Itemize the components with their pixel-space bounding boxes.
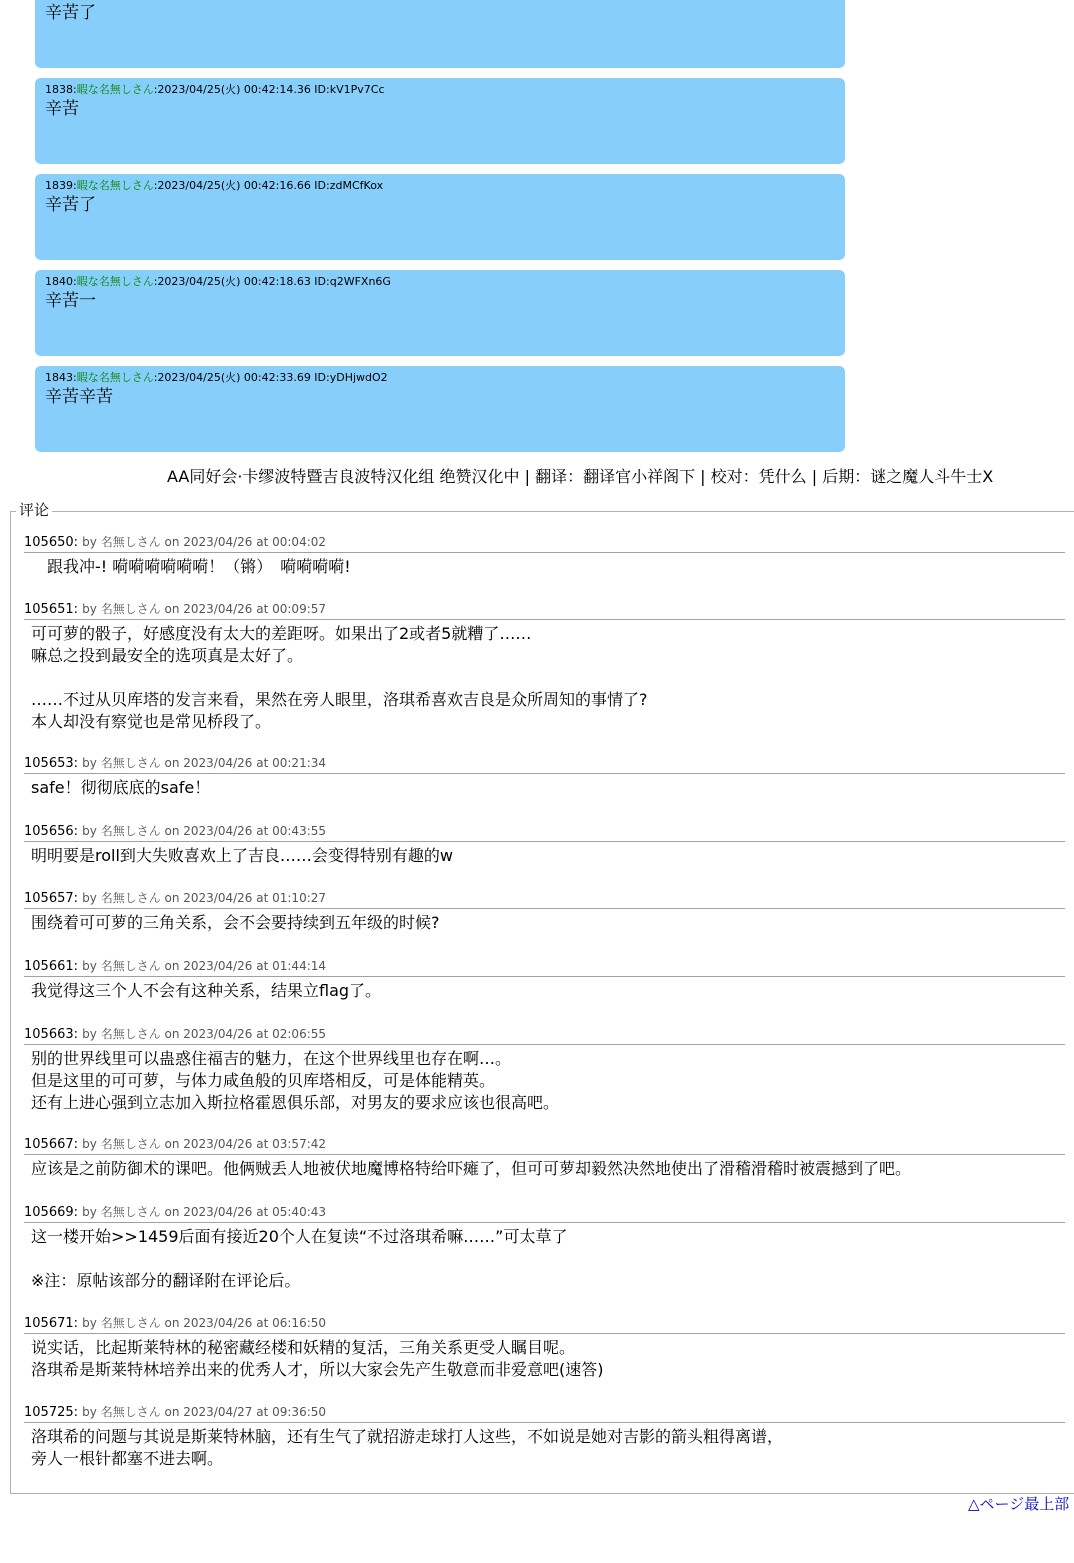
comment-id: 105663 <box>24 1027 74 1042</box>
comment-line: ……不过从贝库塔的发言来看，果然在旁人眼里，洛琪希喜欢吉良是众所周知的事情了? <box>31 690 648 709</box>
comment-item <box>24 823 1065 867</box>
comment-item <box>24 601 1065 733</box>
comment-text <box>24 774 1065 799</box>
comment-line: 应该是之前防御术的课吧。他俩贼丢人地被伏地魔博格特给吓瘫了，但可可萝却毅然决然地使出了滑稽滑稽时被震撼到了吧。 <box>31 1159 912 1178</box>
comment-header: 105725: by 名無しさん on 2023/04/27 at 09:36:50 <box>24 1404 1065 1423</box>
comment-text <box>24 1223 1065 1292</box>
comment-meta: by 名無しさん on 2023/04/26 at 03:57:42 <box>82 1137 327 1151</box>
poster-name: 暇な名無しさん <box>76 371 154 384</box>
post-number: 1839 <box>45 179 73 192</box>
comment-item <box>24 958 1065 1002</box>
comment-line: 围绕着可可萝的三角关系，会不会要持续到五年级的时候? <box>31 913 440 932</box>
comment-text <box>24 1423 1065 1470</box>
comment-id: 105667 <box>24 1137 74 1152</box>
comment-line: 明明要是roll到大失败喜欢上了吉良……会变得特别有趣的w <box>31 846 453 865</box>
comment-item <box>24 1404 1065 1470</box>
comment-header: 105650: by 名無しさん on 2023/04/26 at 00:04:02 <box>24 534 1065 553</box>
comment-header: 105671: by 名無しさん on 2023/04/26 at 06:16:50 <box>24 1315 1065 1334</box>
comment-meta: by 名無しさん on 2023/04/26 at 06:16:50 <box>82 1316 327 1330</box>
post-body: 辛苦一 <box>45 291 96 311</box>
comment-id: 105671 <box>24 1316 74 1331</box>
comment-id: 105657 <box>24 891 74 906</box>
post-number: 1840 <box>45 275 73 288</box>
post-body: 辛苦辛苦 <box>45 387 113 407</box>
comment-line: 洛琪希是斯莱特林培养出来的优秀人才，所以大家会先产生敬意而非爱意吧(速答) <box>31 1360 604 1379</box>
comment-item <box>24 1315 1065 1381</box>
post-item <box>35 366 845 452</box>
comment-meta: by 名無しさん on 2023/04/26 at 01:44:14 <box>82 959 327 973</box>
post-header <box>45 0 835 1</box>
post-item <box>35 174 845 260</box>
comment-line: ※注：原帖该部分的翻译附在评论后。 <box>31 1271 301 1290</box>
post-item <box>35 0 845 68</box>
post-item <box>35 78 845 164</box>
comment-line: 这一楼开始>>1459后面有接近20个人在复读“不过洛琪希嘛……”可太草了 <box>31 1227 568 1246</box>
comment-text <box>24 909 1065 934</box>
comment-line: 洛琪希的问题与其说是斯莱特林脑，还有生气了就招游走球打人这些，不如说是她对吉影的箭头粗得离谱， <box>31 1427 784 1446</box>
comment-header: 105657: by 名無しさん on 2023/04/26 at 01:10:27 <box>24 890 1065 909</box>
comment-meta: by 名無しさん on 2023/04/26 at 00:04:02 <box>82 535 327 549</box>
post-date-id: 2023/04/25(火) 00:42:18.63 ID:q2WFXn6G <box>157 275 391 288</box>
post-header: 1838:暇な名無しさん:2023/04/25(火) 00:42:14.36 ID:kV1Pv7Cc <box>45 83 385 96</box>
comment-text <box>24 553 1065 578</box>
comment-header: 105663: by 名無しさん on 2023/04/26 at 02:06:55 <box>24 1026 1065 1045</box>
comment-id: 105725 <box>24 1405 74 1420</box>
comment-item <box>24 534 1065 578</box>
comment-line: 别的世界线里可以蛊惑住福吉的魅力，在这个世界线里也存在啊…。 <box>31 1049 512 1068</box>
back-to-top-link[interactable]: △ページ最上部 <box>968 1495 1070 1513</box>
post-date-id: 2023/04/25(火) 00:42:33.69 ID:yDHjwdO2 <box>157 371 388 384</box>
comment-item <box>24 1026 1065 1114</box>
comment-text <box>24 1045 1065 1114</box>
comment-id: 105656 <box>24 824 74 839</box>
comment-line: 还有上进心强到立志加入斯拉格霍恩俱乐部，对男友的要求应该也很高吧。 <box>31 1093 560 1112</box>
comment-item <box>24 1136 1065 1180</box>
comment-line <box>31 667 1065 689</box>
poster-name: 暇な名無しさん <box>76 83 154 96</box>
comment-text <box>24 1334 1065 1381</box>
comment-line: 可可萝的骰子，好感度没有太大的差距呀。如果出了2或者5就糟了…… <box>31 624 532 643</box>
comment-header: 105656: by 名無しさん on 2023/04/26 at 00:43:55 <box>24 823 1065 842</box>
comment-meta: by 名無しさん on 2023/04/26 at 00:21:34 <box>82 756 327 770</box>
comment-meta: by 名無しさん on 2023/04/26 at 02:06:55 <box>82 1027 327 1041</box>
comment-text <box>24 620 1065 733</box>
comment-line: 本人却没有察觉也是常见桥段了。 <box>31 712 272 731</box>
comment-meta: by 名無しさん on 2023/04/26 at 00:09:57 <box>82 602 327 616</box>
comment-line: 旁人一根针都塞不进去啊。 <box>31 1449 224 1468</box>
comment-line: 嘛总之投到最安全的选项真是太好了。 <box>31 646 304 665</box>
comment-line: safe！彻彻底底的safe！ <box>31 778 211 797</box>
comment-item <box>24 890 1065 934</box>
post-header: 1843:暇な名無しさん:2023/04/25(火) 00:42:33.69 ID:yDHjwdO2 <box>45 371 388 384</box>
post-item <box>35 270 845 356</box>
comment-id: 105661 <box>24 959 74 974</box>
comment-line: 但是这里的可可萝，与体力咸鱼般的贝库塔相反，可是体能精英。 <box>31 1071 496 1090</box>
post-body: 辛苦了 <box>45 3 96 23</box>
comment-id: 105669 <box>24 1205 74 1220</box>
comment-id: 105653 <box>24 756 74 771</box>
comment-meta: by 名無しさん on 2023/04/26 at 01:10:27 <box>82 891 327 905</box>
comment-header: 105669: by 名無しさん on 2023/04/26 at 05:40:43 <box>24 1204 1065 1223</box>
post-header: 1840:暇な名無しさん:2023/04/25(火) 00:42:18.63 ID:q2WFXn6G <box>45 275 391 288</box>
comment-text <box>24 977 1065 1002</box>
comment-header: 105661: by 名無しさん on 2023/04/26 at 01:44:14 <box>24 958 1065 977</box>
comment-header: 105653: by 名無しさん on 2023/04/26 at 00:21:34 <box>24 755 1065 774</box>
comment-line: 说实话，比起斯莱特林的秘密藏经楼和妖精的复活，三角关系更受人瞩目呢。 <box>31 1338 576 1357</box>
comment-line <box>31 1248 1065 1270</box>
comment-meta: by 名無しさん on 2023/04/26 at 05:40:43 <box>82 1205 327 1219</box>
post-number: 1843 <box>45 371 73 384</box>
comment-id: 105650 <box>24 535 74 550</box>
comment-meta: by 名無しさん on 2023/04/27 at 09:36:50 <box>82 1405 327 1419</box>
comment-line: 跟我冲-! 嗬嗬嗬嗬嗬嗬！（锵） 嗬嗬嗬嗬! <box>31 557 351 576</box>
post-body: 辛苦了 <box>45 195 96 215</box>
poster-name: 暇な名無しさん <box>76 275 154 288</box>
post-date-id: 2023/04/25(火) 00:42:14.36 ID:kV1Pv7Cc <box>157 83 385 96</box>
comments-legend: 评论 <box>16 500 52 520</box>
comment-header: 105667: by 名無しさん on 2023/04/26 at 03:57:42 <box>24 1136 1065 1155</box>
post-number: 1838 <box>45 83 73 96</box>
comment-line: 我觉得这三个人不会有这种关系，结果立flag了。 <box>31 981 382 1000</box>
comment-text <box>24 1155 1065 1180</box>
post-body: 辛苦 <box>45 99 79 119</box>
post-header: 1839:暇な名無しさん:2023/04/25(火) 00:42:16.66 ID:zdMCfKox <box>45 179 384 192</box>
comment-meta: by 名無しさん on 2023/04/26 at 00:43:55 <box>82 824 327 838</box>
comment-header: 105651: by 名無しさん on 2023/04/26 at 00:09:57 <box>24 601 1065 620</box>
comment-item <box>24 755 1065 799</box>
comment-text <box>24 842 1065 867</box>
comment-id: 105651 <box>24 602 74 617</box>
translation-credits: AA同好会·卡缪波特暨吉良波特汉化组 绝赞汉化中 | 翻译：翻译官小祥阁下 | 校对：凭什么 | 后期：谜之魔人斗牛士X <box>167 467 994 486</box>
comment-item <box>24 1204 1065 1292</box>
poster-name: 暇な名無しさん <box>76 179 154 192</box>
post-date-id: 2023/04/25(火) 00:42:16.66 ID:zdMCfKox <box>157 179 384 192</box>
